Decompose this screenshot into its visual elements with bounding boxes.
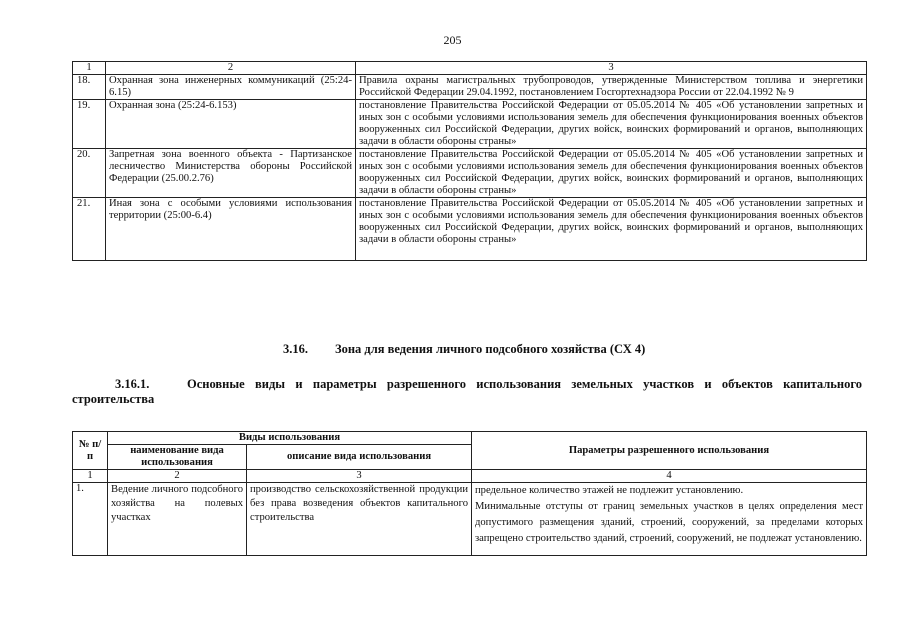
table-row bbox=[73, 100, 867, 149]
column-index-3: 3 bbox=[247, 470, 472, 483]
parameter-setbacks: Минимальные отступы от границ земельных участков в целях определения мест допустимого размещения зданий, строений, сооружений, за пределами которых запрещено строительство зданий, строений, сооружений, не подлежат установлению. bbox=[475, 501, 863, 544]
page-number: 205 bbox=[443, 33, 462, 47]
row-number: 20. bbox=[73, 149, 106, 198]
column-index-4: 4 bbox=[472, 470, 867, 483]
header-number: № п/п bbox=[73, 432, 108, 470]
subsection-number: 3.16.1. bbox=[115, 377, 150, 391]
subsection-heading bbox=[72, 377, 862, 407]
usage-description: производство сельскохозяйственной продукции без права возведения объектов капитального строительства bbox=[247, 483, 472, 556]
parameter-floors: предельное количество этажей не подлежит установлению. bbox=[475, 485, 744, 496]
regulation-document: постановление Правительства Российской Федерации от 05.05.2014 № 405 «Об установлении запретных и иных зон с особыми условиями использования земель для обеспечения функционирования военных объектов вооруженных сил Российской Федерации, других войск, воинских формирований и органов, выполняющих задачи в области обороны страны» bbox=[356, 149, 867, 198]
regulation-document: Правила охраны магистральных трубопроводов, утвержденные Министерством топлива и энергетики Российской Федерации 29.04.1992, постановлением Госгортехнадзора России от 22.04.1992 № 9 bbox=[356, 75, 867, 100]
header-parameters: Параметры разрешенного использования bbox=[472, 432, 867, 470]
land-use-table bbox=[72, 431, 867, 556]
zone-name: Охранная зона (25:24-6.153) bbox=[106, 100, 356, 149]
usage-parameters bbox=[472, 483, 867, 556]
column-index-1: 1 bbox=[73, 470, 108, 483]
header-usage-description: описание вида использования bbox=[247, 445, 472, 470]
zone-name: Иная зона с особыми условиями использования территории (25:00-6.4) bbox=[106, 198, 356, 261]
table-row bbox=[73, 483, 867, 556]
section-number: 3.16. bbox=[283, 342, 308, 356]
table-index-row bbox=[73, 470, 867, 483]
zone-name: Запретная зона военного объекта - Партизанское лесничество Министерства обороны Российской Федерации (25.00.2.76) bbox=[106, 149, 356, 198]
row-number: 18. bbox=[73, 75, 106, 100]
subsection-title: Основные виды и параметры разрешенного использования земельных участков и объектов капитального строительства bbox=[72, 377, 862, 406]
table-row bbox=[73, 198, 867, 261]
zone-name: Охранная зона инженерных коммуникаций (25:24-6.15) bbox=[106, 75, 356, 100]
table-header-row bbox=[73, 62, 867, 75]
column-index-1: 1 bbox=[73, 62, 106, 75]
zones-table bbox=[72, 61, 867, 261]
table-row bbox=[73, 149, 867, 198]
section-title: Зона для ведения личного подсобного хозяйства (СХ 4) bbox=[335, 342, 646, 356]
regulation-document: постановление Правительства Российской Федерации от 05.05.2014 № 405 «Об установлении запретных и иных зон с особыми условиями использования земель для обеспечения функционирования военных объектов вооруженных сил Российской Федерации, других войск, воинских формирований и органов, выполняющих задачи в области обороны страны» bbox=[356, 100, 867, 149]
row-number: 1. bbox=[73, 483, 108, 556]
header-usage-types: Виды использования bbox=[108, 432, 472, 445]
column-index-3: 3 bbox=[356, 62, 867, 75]
row-number: 19. bbox=[73, 100, 106, 149]
column-index-2: 2 bbox=[108, 470, 247, 483]
usage-name: Ведение личного подсобного хозяйства на полевых участках bbox=[108, 483, 247, 556]
table-header-row bbox=[73, 432, 867, 445]
table-row bbox=[73, 75, 867, 100]
section-heading bbox=[283, 342, 645, 357]
row-number: 21. bbox=[73, 198, 106, 261]
column-index-2: 2 bbox=[106, 62, 356, 75]
regulation-document: постановление Правительства Российской Федерации от 05.05.2014 № 405 «Об установлении запретных и иных зон с особыми условиями использования земель для обеспечения функционирования военных объектов вооруженных сил Российской Федерации, других войск, воинских формирований и органов, выполняющих задачи в области обороны страны» bbox=[356, 198, 867, 261]
header-usage-name: наименование вида использования bbox=[108, 445, 247, 470]
